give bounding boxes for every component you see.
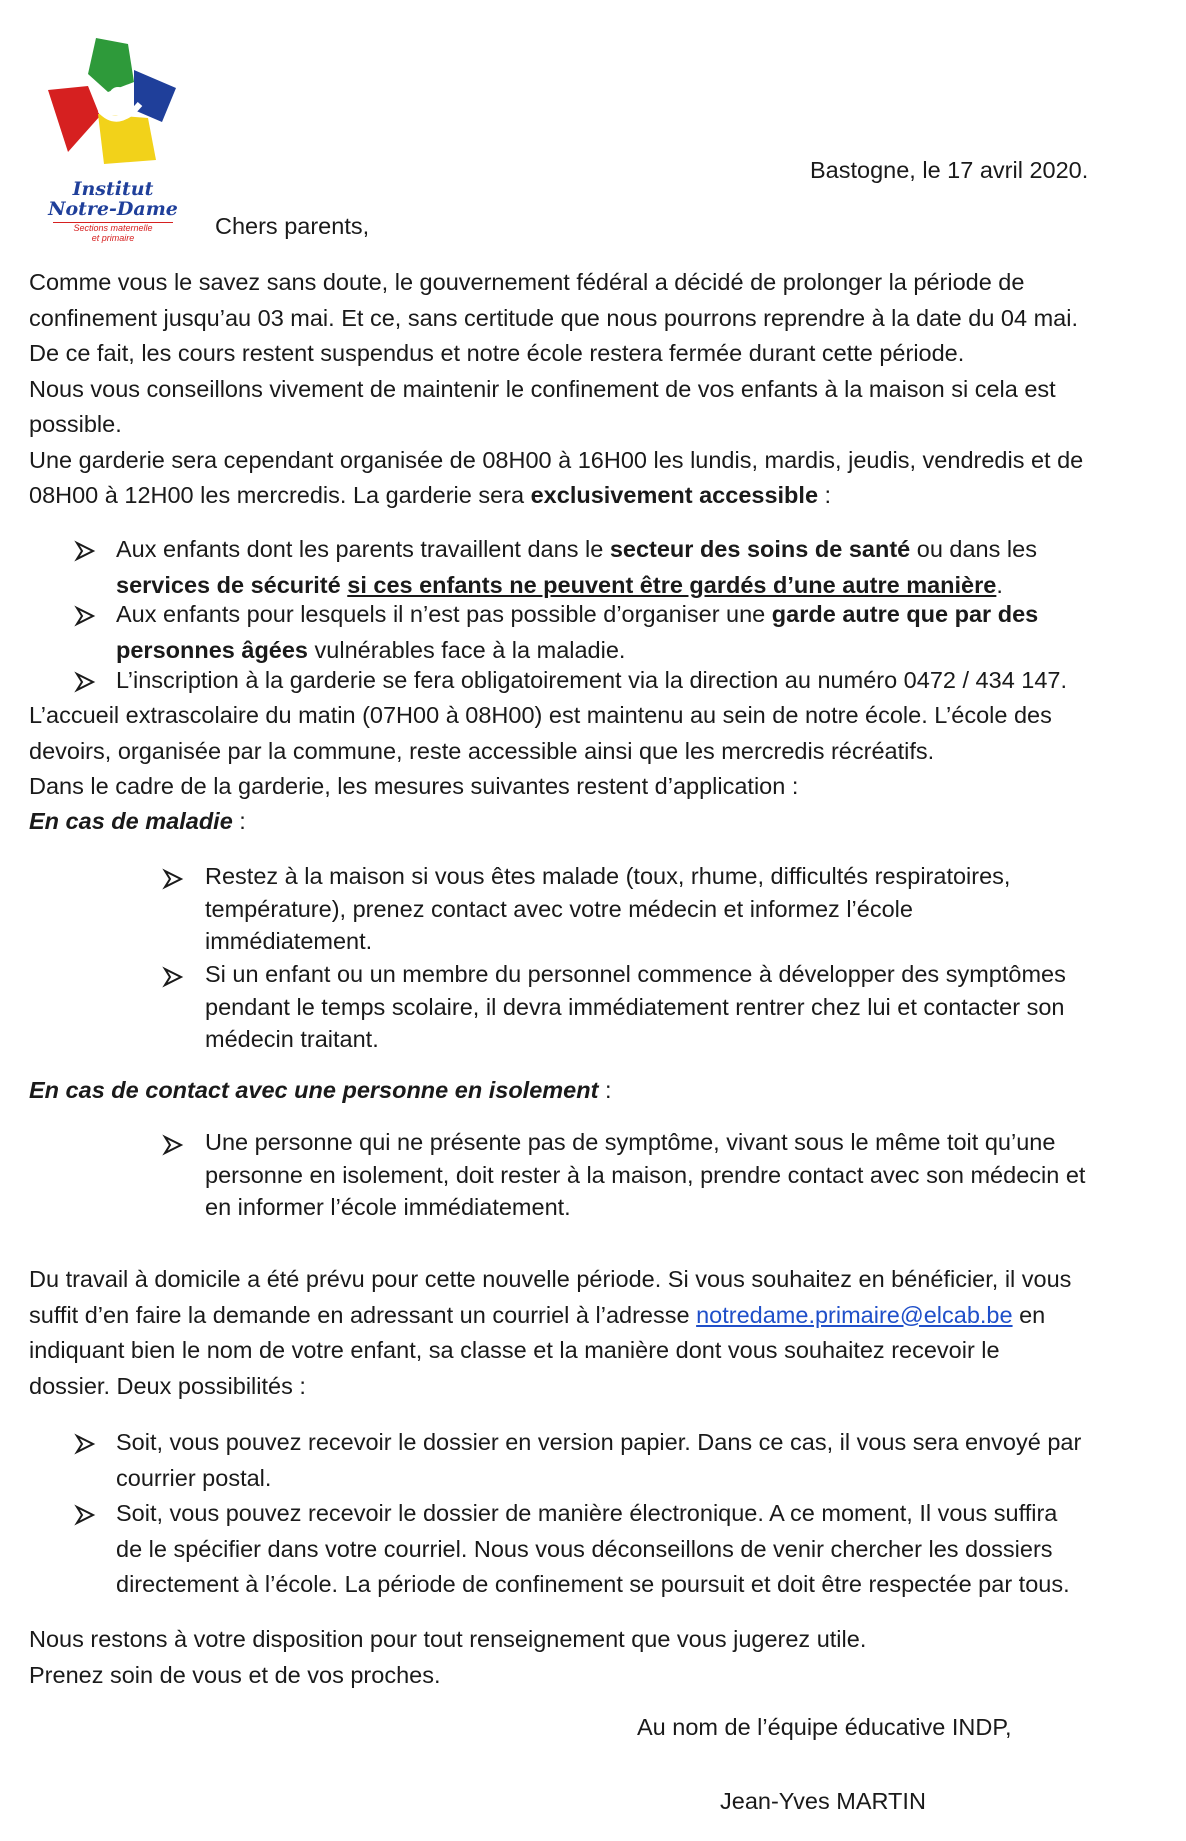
arrow-bullet-icon	[74, 1433, 96, 1455]
intro-line: Une garderie sera cependant organisée de 08H00 à 16H00 les lundis, mardis, jeudis, vendredis et de	[29, 446, 1084, 473]
closing-paragraph: Nous restons à votre disposition pour tout renseignement que vous jugerez utile. Prenez soin de vous et de vos proches.	[29, 1626, 867, 1688]
arrow-bullet-icon	[162, 966, 184, 988]
logo-line-1: Institut	[72, 178, 154, 200]
garderie-item-1: Aux enfants dont les parents travaillent dans le secteur des soins de santé ou dans les services de sécurité si ces enfants ne peuvent être gardés d’une autre manière.	[116, 536, 1037, 598]
signature-team: Au nom de l’équipe éducative INDP,	[637, 1714, 1012, 1740]
isolement-heading: En cas de contact avec une personne en isolement :	[29, 1077, 612, 1103]
exclusive-emphasis: exclusivement accessible	[530, 482, 819, 508]
intro-paragraph	[29, 265, 1083, 514]
garderie-item-3: L’inscription à la garderie se fera obligatoirement via la direction au numéro 0472 / 434 147.	[116, 667, 1068, 693]
intro-line: Comme vous le savez sans doute, le gouvernement fédéral a décidé de prolonger la période de	[29, 269, 1025, 295]
arrow-bullet-icon	[74, 1504, 96, 1526]
maladie-item-1: Restez à la maison si vous êtes malade (toux, rhume, difficultés respiratoires, température), prenez contact avec votre médecin et informez l’école immédiatement.	[205, 863, 1011, 954]
logo-line-2: Notre-Dame	[48, 198, 178, 220]
star-logo-icon	[38, 30, 188, 180]
arrow-bullet-icon	[74, 605, 96, 627]
letter-date: Bastogne, le 17 avril 2020.	[810, 157, 1089, 183]
arrow-bullet-icon	[74, 671, 96, 693]
option-papier: Soit, vous pouvez recevoir le dossier en version papier. Dans ce cas, il vous sera envoyé par courrier postal.	[116, 1429, 1082, 1491]
email-link[interactable]: notredame.primaire@elcab.be	[696, 1301, 1013, 1328]
maladie-item-2: Si un enfant ou un membre du personnel commence à développer des symptômes pendant le temps scolaire, il devra immédiatement rentrer chez lui et contacter son médecin traitant.	[205, 961, 1066, 1052]
option-electronique: Soit, vous pouvez recevoir le dossier de manière électronique. A ce moment, Il vous suffira de le spécifier dans votre courriel. Nous vous déconseillons de venir chercher les dossiers directement à l’école. La période de confinement se poursuit et doit être respectée par tous.	[116, 1500, 1070, 1597]
isolement-item-1: Une personne qui ne présente pas de symptôme, vivant sous le même toit qu’une personne en isolement, doit rester à la maison, prendre contact avec son médecin et en informer l’école immédiatement.	[205, 1129, 1086, 1220]
garderie-item-2: Aux enfants pour lesquels il n’est pas possible d’organiser une garde autre que par des personnes âgées vulnérables face à la maladie.	[116, 601, 1039, 663]
school-logo	[38, 30, 188, 243]
intro-line: Nous vous conseillons vivement de maintenir le confinement de vos enfants à la maison si cela est	[29, 375, 1056, 402]
arrow-bullet-icon	[162, 1134, 184, 1156]
intro-line: 08H00 à 12H00 les mercredis. La garderie sera exclusivement accessible :	[29, 482, 832, 508]
maladie-heading: En cas de maladie :	[29, 808, 246, 834]
arrow-bullet-icon	[74, 540, 96, 562]
logo-line-4: et primaire	[91, 233, 135, 243]
travail-paragraph: Du travail à domicile a été prévu pour cette nouvelle période. Si vous souhaitez en bénéficier, il vous suffit d’en faire la demande en adressant un courriel à l’adresse notredame.primaire@elcab.be en indiquant bien le nom de votre enfant, sa classe et la manière dont vous souhaitez recevoir le dossier. Deux possibilités :	[29, 1266, 1072, 1399]
intro-line: De ce fait, les cours restent suspendus et notre école restera fermée durant cette période.	[29, 340, 965, 366]
logo-line-3: Sections maternelle	[73, 223, 153, 233]
arrow-bullet-icon	[162, 868, 184, 890]
intro-line: possible.	[29, 411, 122, 437]
greeting: Chers parents,	[215, 213, 370, 239]
signature-name: Jean-Yves MARTIN	[720, 1788, 926, 1814]
intro-line: confinement jusqu’au 03 mai. Et ce, sans certitude que nous pourrons reprendre à la date du 04 mai.	[29, 304, 1078, 331]
accueil-paragraph: L’accueil extrascolaire du matin (07H00 à 08H00) est maintenu au sein de notre école. L’école des devoirs, organisée par la commune, reste accessible ainsi que les mercredis récréatifs. Dans le cadre de la garderie, les mesures suivantes restent d’application :	[29, 702, 1052, 799]
